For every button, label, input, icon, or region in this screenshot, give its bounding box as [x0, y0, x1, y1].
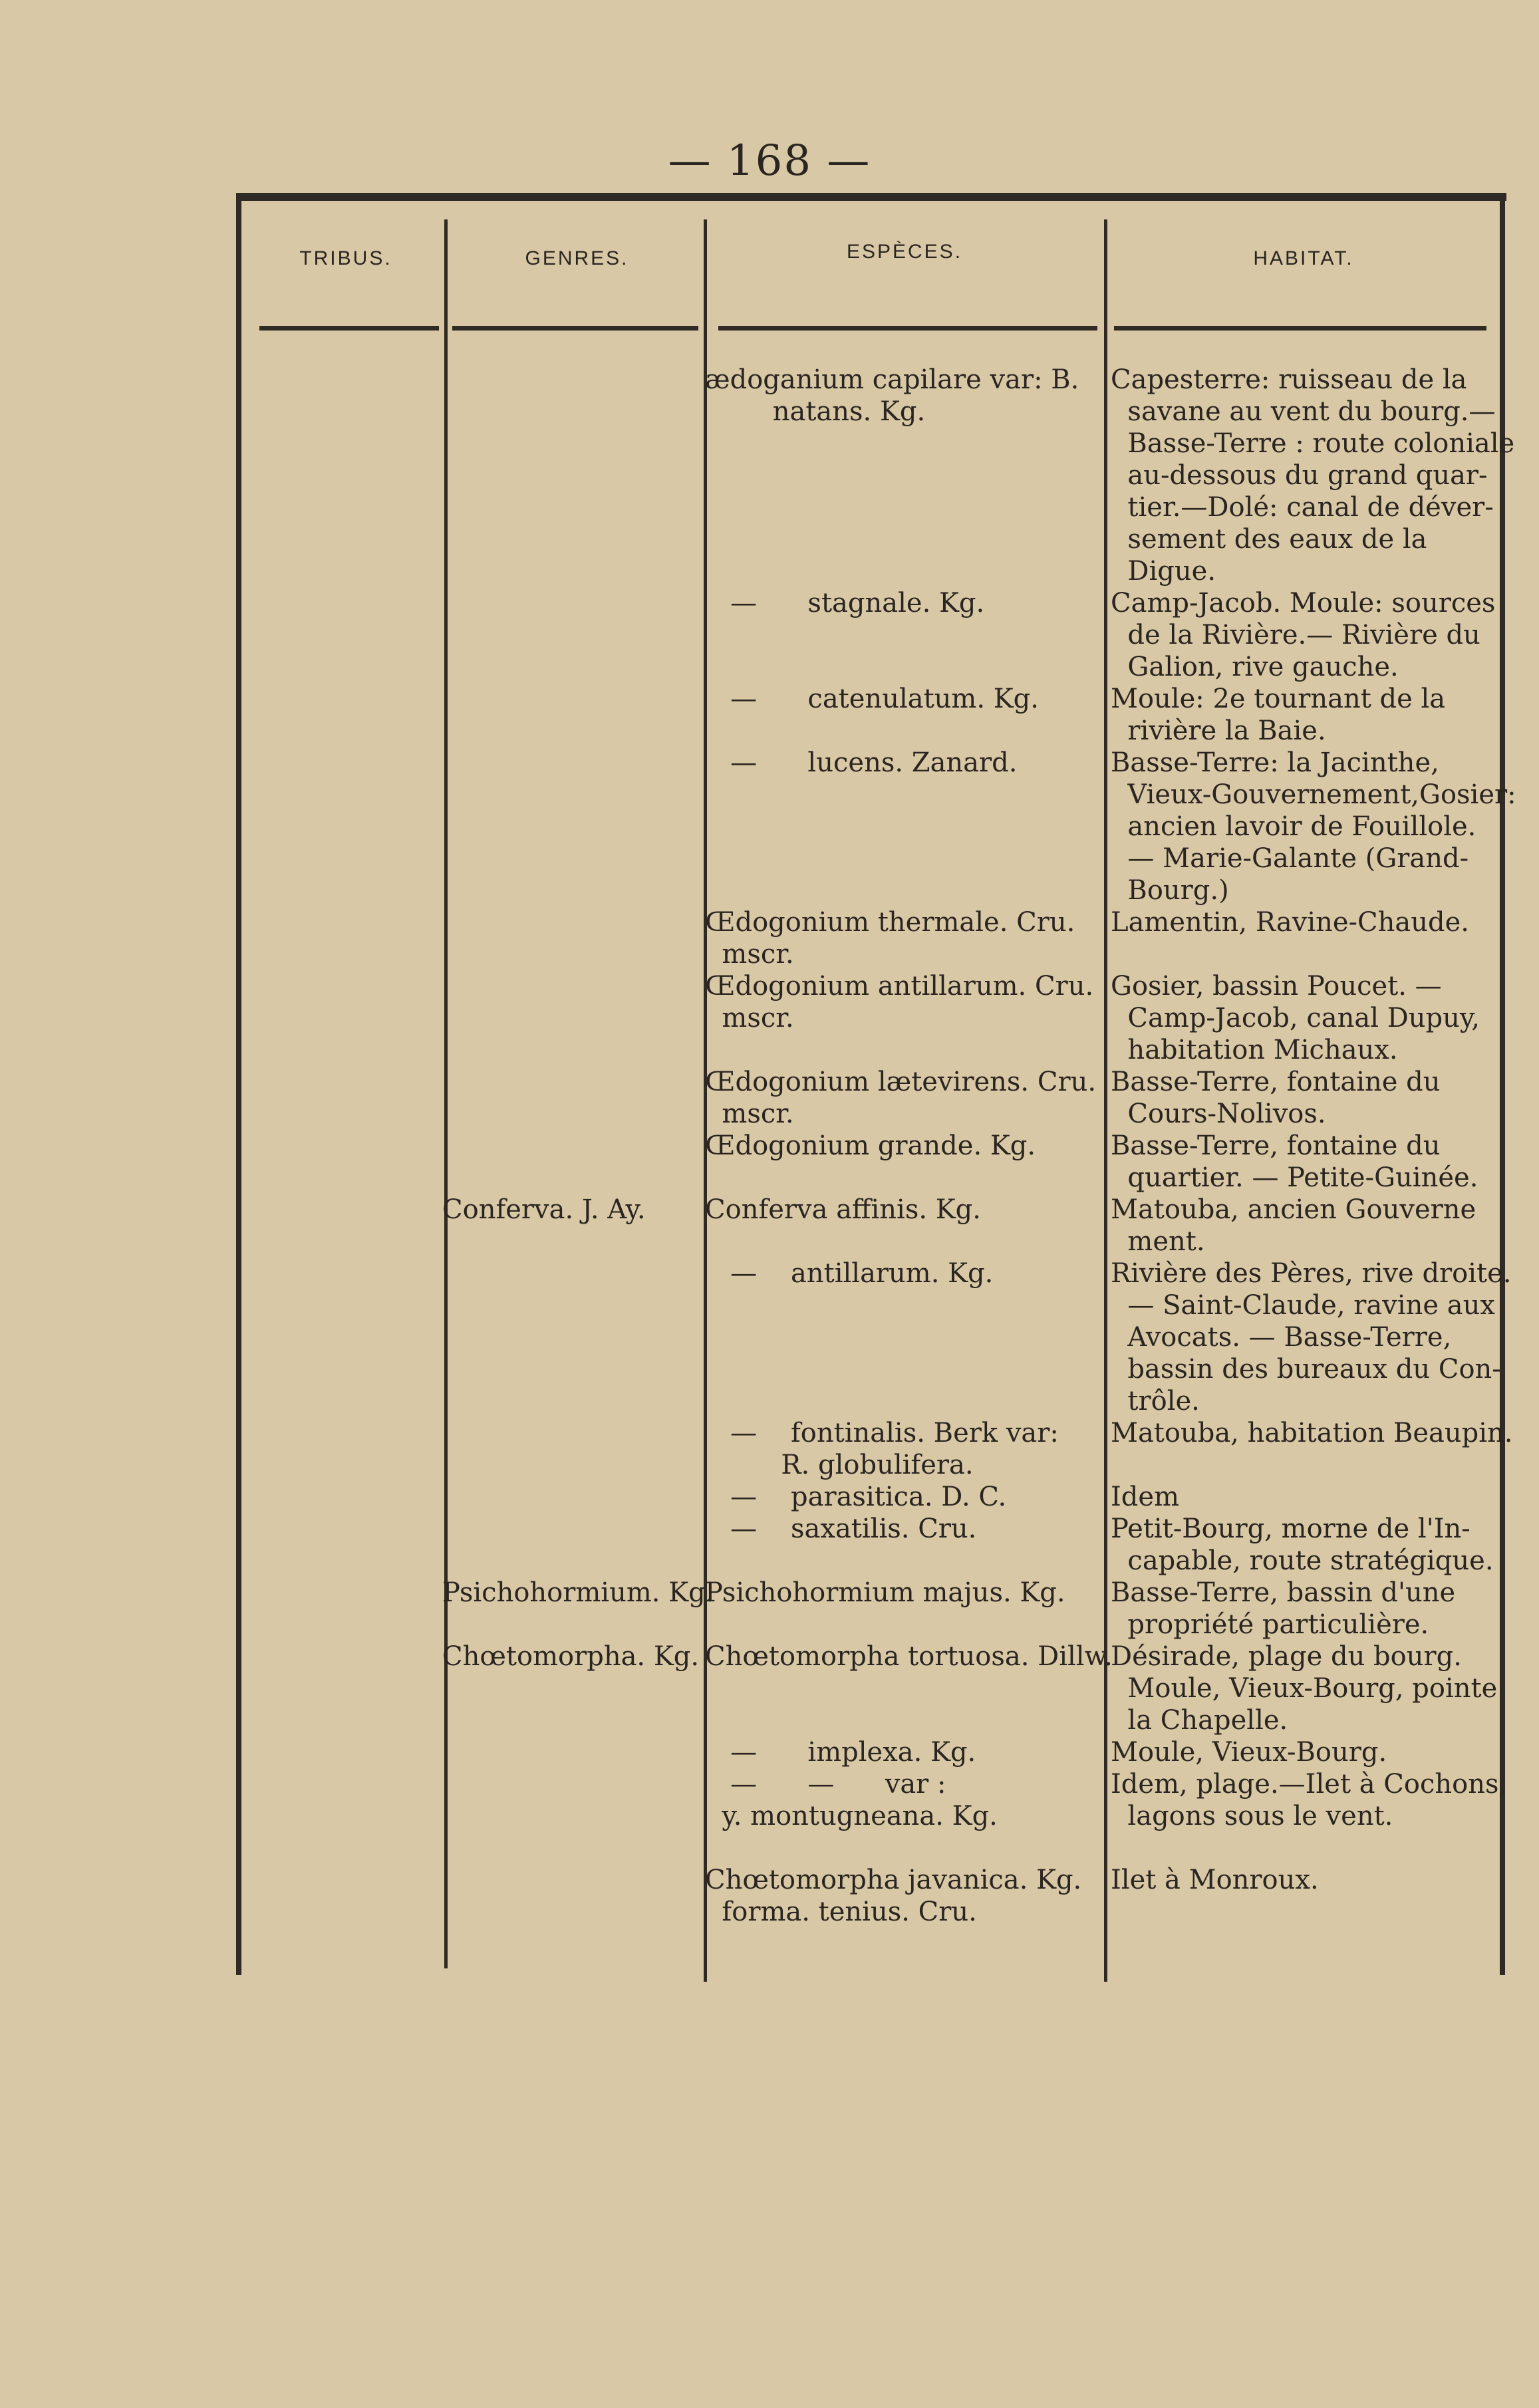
table-row	[0, 1514, 1539, 1544]
espece-cell: natans. Kg.	[705, 396, 926, 427]
table-row	[0, 620, 1539, 650]
espece-cell: mscr.	[705, 1003, 794, 1033]
table-row	[0, 588, 1539, 618]
habitat-cell: Lamentin, Ravine-Chaude.	[1111, 907, 1470, 938]
table-row	[0, 1258, 1539, 1289]
habitat-cell: Moule: 2e tournant de la	[1111, 684, 1446, 714]
habitat-cell: savane au vent du bourg.—	[1111, 396, 1496, 427]
table-row	[0, 1833, 1539, 1863]
table-row	[0, 811, 1539, 842]
table-row	[0, 843, 1539, 874]
table-row	[0, 1769, 1539, 1800]
table-row	[0, 1194, 1539, 1225]
table-row	[0, 716, 1539, 746]
espece-cell: — antillarum. Kg.	[705, 1258, 994, 1289]
header-rule-especes	[718, 326, 1097, 331]
table-row	[0, 1418, 1539, 1448]
header-rule-genres	[452, 326, 698, 331]
habitat-cell: lagons sous le vent.	[1111, 1801, 1393, 1831]
header-habitat: HABITAT.	[1253, 247, 1354, 269]
table-row	[0, 1226, 1539, 1257]
table-row	[0, 1482, 1539, 1512]
table-row	[0, 1131, 1539, 1161]
espece-cell: — implexa. Kg.	[705, 1737, 976, 1768]
table-row	[0, 971, 1539, 1002]
espece-cell: — parasitica. D. C.	[705, 1482, 1007, 1512]
table-row	[0, 1067, 1539, 1097]
habitat-cell: sement des eaux de la	[1111, 524, 1427, 555]
header-especes: ESPÈCES.	[846, 241, 963, 263]
table-row	[0, 907, 1539, 938]
espece-cell: Œdogonium lætevirens. Cru.	[705, 1067, 1097, 1097]
table-row	[0, 1386, 1539, 1416]
table-row	[0, 492, 1539, 523]
table-row	[0, 875, 1539, 906]
habitat-cell: Ilet à Monroux.	[1111, 1865, 1319, 1895]
habitat-cell: Idem, plage.—Ilet à Cochons,	[1111, 1769, 1508, 1800]
habitat-cell: tier.—Dolé: canal de déver-	[1111, 492, 1494, 523]
table-row	[0, 1801, 1539, 1831]
habitat-cell: Basse-Terre, fontaine du	[1111, 1131, 1441, 1161]
espece-cell: — lucens. Zanard.	[705, 747, 1018, 778]
habitat-cell: Désirade, plage du bourg.	[1111, 1641, 1462, 1672]
espece-cell: R. globulifera.	[705, 1450, 974, 1480]
table-row	[0, 556, 1539, 587]
table-row	[0, 1099, 1539, 1129]
table-row	[0, 460, 1539, 491]
table-row	[0, 364, 1539, 395]
table-row	[0, 1865, 1539, 1895]
espece-cell: — stagnale. Kg.	[705, 588, 985, 618]
table-row	[0, 652, 1539, 682]
habitat-cell: Moule, Vieux-Bourg.	[1111, 1737, 1387, 1768]
habitat-cell: capable, route stratégique.	[1111, 1545, 1494, 1576]
habitat-cell: Rivière des Pères, rive droite.	[1111, 1258, 1512, 1289]
table-row	[0, 396, 1539, 427]
espece-cell: Œdogonium grande. Kg.	[705, 1131, 1036, 1161]
espece-cell: — saxatilis. Cru.	[705, 1514, 977, 1544]
table-row	[0, 428, 1539, 459]
table-row	[0, 1705, 1539, 1736]
table-row	[0, 1641, 1539, 1672]
espece-cell: forma. tenius. Cru.	[705, 1897, 977, 1927]
habitat-cell: Basse-Terre, fontaine du	[1111, 1067, 1441, 1097]
habitat-cell: Matouba, habitation Beaupin.	[1111, 1418, 1513, 1448]
table-row	[0, 1545, 1539, 1576]
header-rule-tribus	[259, 326, 439, 331]
table-row	[0, 1162, 1539, 1193]
habitat-cell: Avocats. — Basse-Terre,	[1111, 1322, 1452, 1353]
habitat-cell: Moule, Vieux-Bourg, pointe	[1111, 1673, 1498, 1704]
espece-cell: Œdogonium antillarum. Cru.	[705, 971, 1094, 1002]
habitat-cell: quartier. — Petite-Guinée.	[1111, 1162, 1478, 1193]
habitat-cell: Idem	[1111, 1482, 1180, 1512]
espece-cell: ædoganium capilare var: B.	[705, 364, 1079, 395]
espece-cell: Conferva affinis. Kg.	[705, 1194, 981, 1225]
table-row	[0, 1354, 1539, 1385]
habitat-cell: Galion, rive gauche.	[1111, 652, 1399, 682]
espece-cell: — — var :	[705, 1769, 946, 1800]
table-row	[0, 1897, 1539, 1927]
habitat-cell: habitation Michaux.	[1111, 1035, 1398, 1065]
table-row	[0, 747, 1539, 778]
table-row	[0, 1003, 1539, 1033]
habitat-cell: de la Rivière.— Rivière du	[1111, 620, 1480, 650]
habitat-cell: — Marie-Galante (Grand-	[1111, 843, 1469, 874]
header-rule-habitat	[1114, 326, 1486, 331]
genre-cell: Psichohormium. Kg.	[442, 1577, 714, 1608]
table-row	[0, 1737, 1539, 1768]
table-row	[0, 1290, 1539, 1321]
table-row	[0, 524, 1539, 555]
habitat-cell: Petit-Bourg, morne de l'In-	[1111, 1514, 1470, 1544]
habitat-cell: Basse-Terre, bassin d'une	[1111, 1577, 1456, 1608]
table-row	[0, 1035, 1539, 1065]
habitat-cell: Bourg.)	[1111, 875, 1229, 906]
habitat-cell: Vieux-Gouvernement,Gosier:	[1111, 779, 1516, 810]
espece-cell: y. montugneana. Kg.	[705, 1801, 998, 1831]
table-row	[0, 1673, 1539, 1704]
habitat-cell: rivière la Baie.	[1111, 716, 1326, 746]
page-number: — 168 —	[668, 136, 871, 186]
habitat-cell: Basse-Terre: la Jacinthe,	[1111, 747, 1439, 778]
habitat-cell: ment.	[1111, 1226, 1205, 1257]
habitat-cell: ancien lavoir de Fouillole.	[1111, 811, 1476, 842]
header-genres: GENRES.	[525, 247, 629, 269]
table-row	[0, 1577, 1539, 1608]
table-top-rule	[236, 193, 1506, 201]
habitat-cell: au-dessous du grand quar-	[1111, 460, 1488, 491]
habitat-cell: — Saint-Claude, ravine aux	[1111, 1290, 1495, 1321]
table-row	[0, 779, 1539, 810]
habitat-cell: Gosier, bassin Poucet. —	[1111, 971, 1442, 1002]
habitat-cell: Matouba, ancien Gouverne	[1111, 1194, 1476, 1225]
espece-cell: mscr.	[705, 1099, 794, 1129]
espece-cell: mscr.	[705, 939, 794, 970]
table-row	[0, 939, 1539, 970]
table-row	[0, 1322, 1539, 1353]
table-row	[0, 1609, 1539, 1640]
habitat-cell: Basse-Terre : route coloniale	[1111, 428, 1515, 459]
genre-cell: Chœtomorpha. Kg.	[442, 1641, 700, 1672]
habitat-cell: bassin des bureaux du Con-	[1111, 1354, 1501, 1385]
habitat-cell: trôle.	[1111, 1386, 1200, 1416]
table-row	[0, 1450, 1539, 1480]
habitat-cell: Camp-Jacob. Moule: sources	[1111, 588, 1496, 618]
habitat-cell: Digue.	[1111, 556, 1216, 587]
espece-cell: — fontinalis. Berk var:	[705, 1418, 1059, 1448]
espece-cell: Œdogonium thermale. Cru.	[705, 907, 1075, 938]
espece-cell: Chœtomorpha javanica. Kg.	[705, 1865, 1082, 1895]
espece-cell: Psichohormium majus. Kg.	[705, 1577, 1065, 1608]
header-tribus: TRIBUS.	[299, 247, 392, 269]
table-row	[0, 684, 1539, 714]
habitat-cell: Capesterre: ruisseau de la	[1111, 364, 1467, 395]
espece-cell: Chœtomorpha tortuosa. Dillw.	[705, 1641, 1113, 1672]
genre-cell: Conferva. J. Ay.	[442, 1194, 646, 1225]
habitat-cell: la Chapelle.	[1111, 1705, 1288, 1736]
habitat-cell: Cours-Nolivos.	[1111, 1099, 1326, 1129]
habitat-cell: Camp-Jacob, canal Dupuy,	[1111, 1003, 1480, 1033]
espece-cell: — catenulatum. Kg.	[705, 684, 1039, 714]
habitat-cell: propriété particulière.	[1111, 1609, 1429, 1640]
